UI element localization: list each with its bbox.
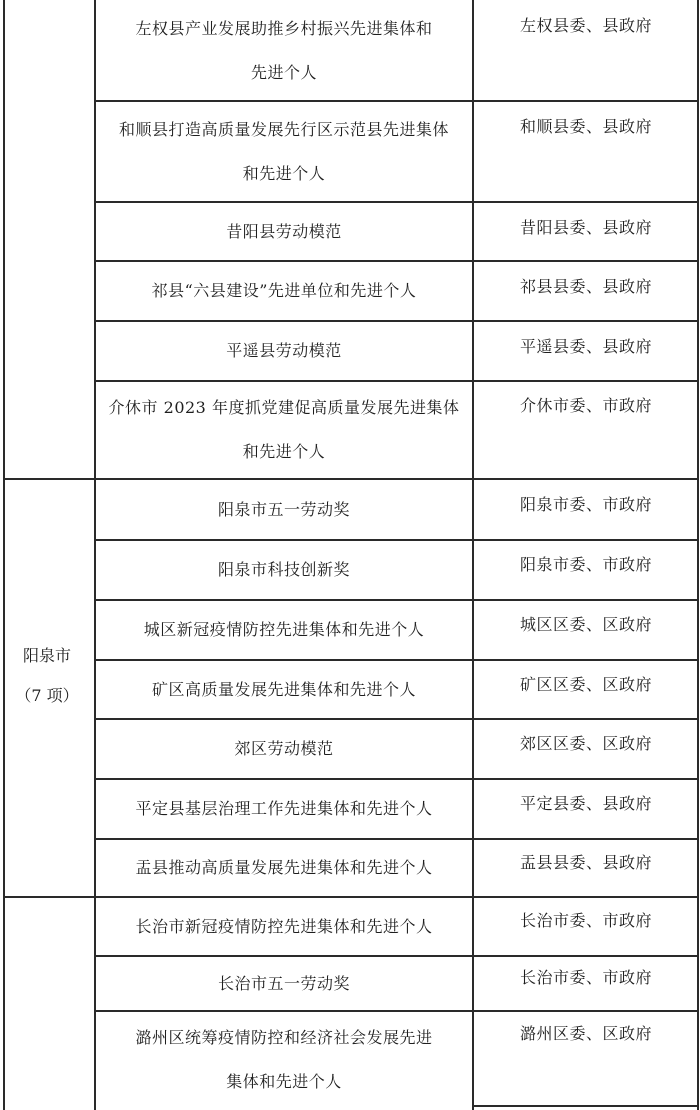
award-name-line: 和顺县打造高质量发展先行区示范县先进集体 [118, 120, 449, 139]
award-name-line: 长治市新冠疫情防控先进集体和先进个人 [135, 916, 433, 936]
table-row-org [474, 968, 698, 998]
award-name-line: 和先进个人 [242, 164, 326, 183]
award-name-line: 潞州区统筹疫情防控和经济社会发展先进 [135, 1028, 433, 1047]
org-column-bottom [472, 1105, 699, 1107]
awarding-org: 潞州区委、区政府 [519, 1024, 652, 1043]
table-row-award [96, 103, 472, 201]
table-row-org [474, 495, 698, 525]
table-row-org [474, 794, 698, 824]
table-row-org [474, 911, 698, 941]
award-name-line: 左权县产业发展助推乡村振兴先进集体和 [135, 19, 433, 38]
table-row-org [474, 555, 698, 585]
table-row-award [96, 480, 472, 539]
award-name-line: 长治市五一劳动奖 [217, 973, 350, 993]
awarding-org: 城区区委、区政府 [519, 615, 652, 634]
award-name-line: 平定县基层治理工作先进集体和先进个人 [135, 799, 433, 818]
award-name-line: 阳泉市科技创新奖 [217, 560, 350, 579]
award-name-line: 先进个人 [250, 63, 317, 82]
table-row-org [474, 277, 698, 307]
table-row-award [96, 2, 472, 100]
award-name-line: 昔阳县劳动模范 [226, 221, 342, 241]
region-label-yangquan [0, 636, 94, 716]
table-row-award [96, 541, 472, 599]
awarding-org: 郊区区委、区政府 [519, 734, 652, 753]
table-row-award [96, 601, 472, 659]
table-row-org [474, 117, 698, 147]
table-row-award [96, 720, 472, 778]
table-row-org [474, 16, 698, 46]
awarding-org: 长治市委、市政府 [519, 968, 652, 987]
table-row-award [96, 840, 472, 896]
table-row-org [474, 853, 698, 883]
awarding-org: 长治市委、市政府 [519, 911, 652, 930]
awarding-org: 盂县县委、县政府 [519, 853, 652, 872]
awarding-org: 介休市委、市政府 [519, 396, 652, 415]
table-row-award [96, 382, 472, 478]
award-name-line: 集体和先进个人 [226, 1072, 342, 1091]
table-row-org [474, 734, 698, 764]
award-name-line: 介休市 2023 年度抓党建促高质量发展先进集体 [108, 398, 460, 417]
award-name-line: 郊区劳动模范 [234, 739, 334, 758]
awarding-org: 阳泉市委、市政府 [519, 555, 652, 574]
award-name-line: 城区新冠疫情防控先进集体和先进个人 [143, 620, 425, 639]
awarding-org: 矿区区委、区政府 [519, 675, 652, 694]
award-name-line: 矿区高质量发展先进集体和先进个人 [151, 679, 416, 699]
row-separator [94, 100, 699, 102]
table-row-org [474, 1024, 698, 1054]
table-row-award [96, 957, 472, 1010]
table-row-award [96, 1012, 472, 1108]
award-name-line: 和先进个人 [242, 442, 326, 461]
table-row-org [474, 675, 698, 705]
table-row-award [96, 661, 472, 718]
award-name-line: 平遥县劳动模范 [226, 341, 342, 360]
region-name: 阳泉市 [22, 646, 71, 665]
awarding-org: 阳泉市委、市政府 [519, 495, 652, 514]
awarding-org: 平定县委、县政府 [519, 794, 652, 813]
awarding-org: 昔阳县委、县政府 [519, 218, 652, 237]
region-count: （7 项） [15, 686, 79, 705]
table-row-org [474, 337, 698, 367]
table-row-award [96, 203, 472, 260]
award-name-line: 祁县“六县建设”先进单位和先进个人 [151, 281, 417, 300]
table-row-award [96, 262, 472, 320]
award-name-line: 阳泉市五一劳动奖 [217, 499, 350, 519]
award-name-line: 盂县推动高质量发展先进集体和先进个人 [135, 858, 433, 877]
table-row-org [474, 218, 698, 248]
awarding-org: 左权县委、县政府 [519, 16, 652, 35]
awarding-org: 平遥县委、县政府 [519, 337, 652, 356]
table-row-org [474, 615, 698, 645]
table-border-left [3, 0, 5, 1110]
awarding-org: 祁县县委、县政府 [519, 277, 652, 296]
table-row-award [96, 322, 472, 380]
awarding-org: 和顺县委、县政府 [519, 117, 652, 136]
table-row-award [96, 898, 472, 955]
table-row-org [474, 396, 698, 426]
table-row-award [96, 780, 472, 838]
